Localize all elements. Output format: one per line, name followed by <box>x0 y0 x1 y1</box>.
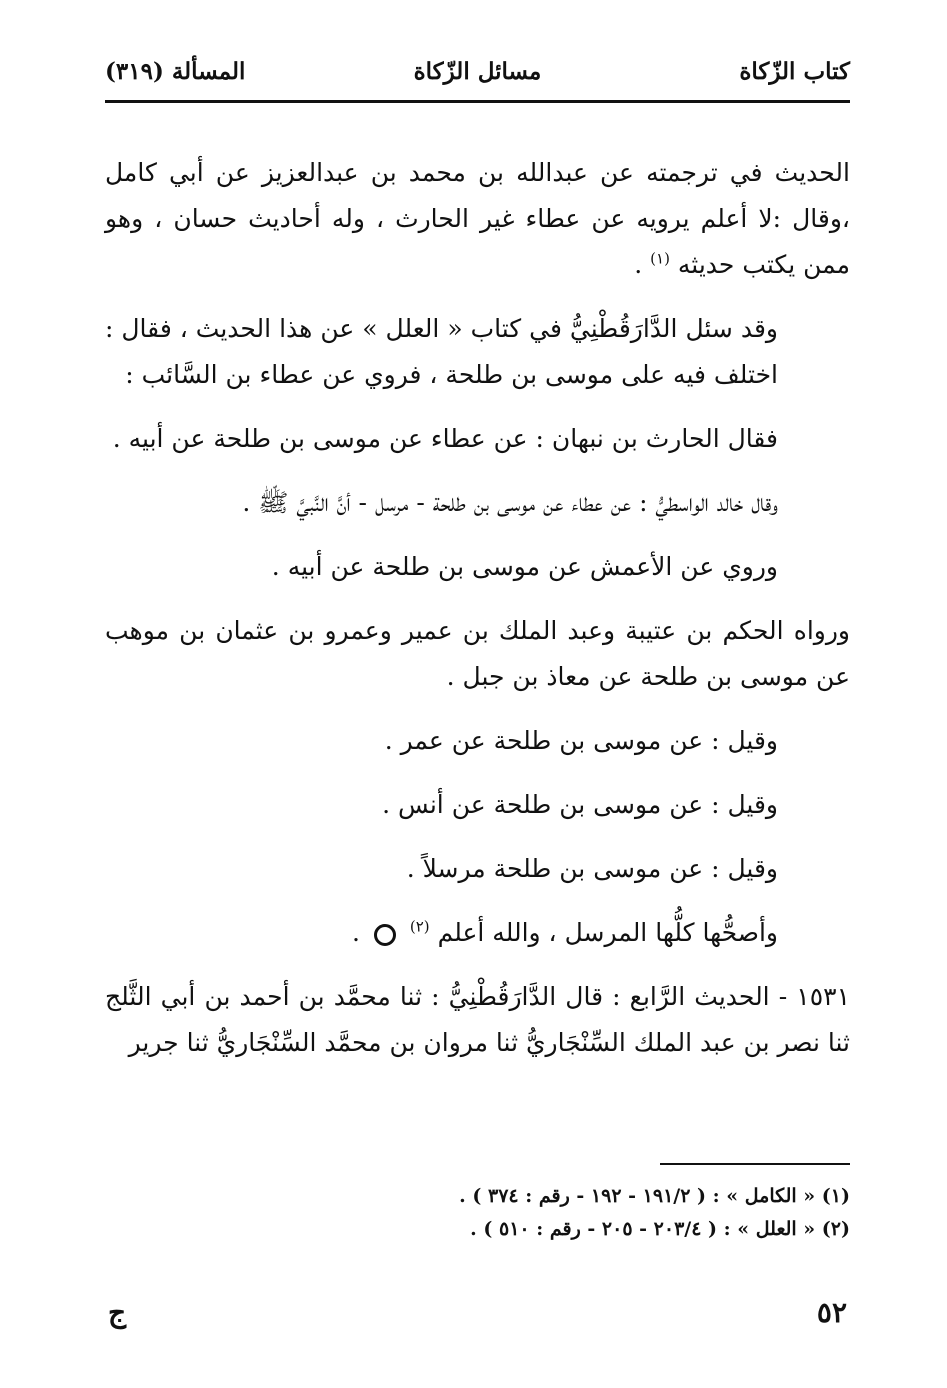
header-divider <box>105 100 850 103</box>
footnote-ref-2: (٢) <box>409 917 430 936</box>
paragraph-10: وأصحُّها كلُّها المرسل ، والله أعلم $^{(٢)}$ . <box>351 917 778 947</box>
footnote-1: (١) « الكامل » : ( ١٩١/٢ - ١٩٢ - رقم : ٣٧٤ ) . <box>459 1185 850 1207</box>
footnote-ref-1: (١) <box>650 249 670 268</box>
paragraph-1: الحديث في ترجمته عن عبدالله بن محمد بن عبدالعزيز عن أبي كامل ،وقال :لا أعلم يرويه عن عطاء غير الحارث ، وله أحاديث حسان ، وهو ممن يكتب حديثه $^{(١)}$ . <box>105 158 850 279</box>
paragraph-3: فقال الحارث بن نبهان : عن عطاء عن موسى بن طلحة عن أبيه . <box>112 424 778 453</box>
paragraph-2: وقد سئل الدَّارَقُطْنِيُّ في كتاب « العلل » عن هذا الحديث ، فقال : اختلف فيه على موسى بن طلحة ، فروي عن عطاء بن السَّائب : <box>105 314 778 389</box>
hadith-1531: ١٥٣١ - الحديث الرَّابع : قال الدَّارَقُطْنِيُّ : ثنا محمَّد بن أحمد بن أبي الثَّلج ثنا نصر بن عبد الملك السِّنْجَاريُّ ثنا مروان بن محمَّد السِّنْجَاريُّ ثنا جرير <box>105 982 850 1057</box>
paragraph-8: وقيل : عن موسى بن طلحة عن أنس . <box>382 790 778 819</box>
footnotes <box>105 1180 850 1246</box>
paragraph-7: وقيل : عن موسى بن طلحة عن عمر . <box>384 726 778 755</box>
footnote-2: (٢) « العلل » : ( ٢٠٣/٤ - ٢٠٥ - رقم : ٥١٠ ) . <box>470 1218 850 1240</box>
signature-letter: ج <box>108 1296 127 1329</box>
chapter-title: مسائل الزّكاة <box>413 58 542 85</box>
end-mark-icon <box>374 924 396 946</box>
paragraph-9: وقيل : عن موسى بن طلحة مرسلاً . <box>406 854 778 883</box>
page-number: ٥٢ <box>816 1296 847 1329</box>
issue-label: المسألة (٣١٩) <box>105 58 246 85</box>
paragraph-6: ورواه الحكم بن عتيبة وعبد الملك بن عمير وعمرو بن عثمان بن موهب عن موسى بن طلحة عن معاذ بن جبل . <box>105 616 850 691</box>
paragraph-4: وقال خالد الواسطيُّ : عن عطاء عن موسى بن طلحة - مرسل - أنَّ النَّبيَّ ﷺ . <box>242 488 778 517</box>
paragraph-5: وروي عن الأعمش عن موسى بن طلحة عن أبيه . <box>271 552 778 581</box>
footnote-divider <box>660 1163 850 1165</box>
main-text <box>105 150 850 1084</box>
running-header <box>105 58 850 94</box>
book-title: كتاب الزّكاة <box>739 58 850 85</box>
